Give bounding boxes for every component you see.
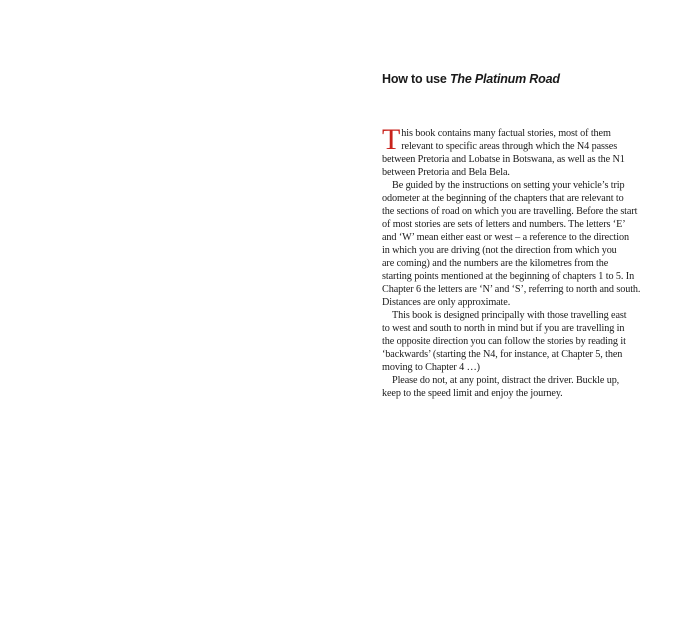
text-line: between Pretoria and Bela Bela. — [382, 167, 510, 178]
text-line: Be guided by the instructions on setting your vehicle’s trip — [392, 180, 625, 191]
text-line: moving to Chapter 4 …) — [382, 362, 480, 373]
text-line: of most stories are sets of letters and numbers. The letters ‘E’ — [382, 219, 626, 230]
text-line: the opposite direction you can follow the stories by reading it — [382, 336, 626, 347]
drop-cap: T — [382, 123, 401, 156]
text-line: odometer at the beginning of the chapters that are relevant to — [382, 193, 624, 204]
text-line: and ‘W’ mean either east or west – a reference to the direction — [382, 232, 629, 243]
text-line: starting points mentioned at the beginning of chapters 1 to 5. In — [382, 271, 635, 282]
text-line: ‘backwards’ (starting the N4, for instance, at Chapter 5, then — [382, 349, 623, 360]
paragraph-safety — [382, 374, 644, 400]
text-line: This book is designed principally with those travelling east — [392, 310, 627, 321]
text-line: in which you are driving (not the direction from which you — [382, 245, 617, 256]
text-line: are coming) and the numbers are the kilometres from the — [382, 258, 609, 269]
heading-book-title: The Platinum Road — [449, 72, 560, 86]
body-text — [382, 123, 644, 400]
text-line: relevant to specific areas through which the N4 passes — [401, 141, 618, 152]
text-line: Please do not, at any point, distract the driver. Buckle up, — [392, 375, 620, 386]
text-line: Distances are only approximate. — [382, 297, 511, 308]
text-line: to west and south to north in mind but if you are travelling in — [382, 323, 625, 334]
paragraph-odometer — [382, 179, 644, 309]
text-line: between Pretoria and Lobatse in Botswana, as well as the N1 — [382, 154, 625, 165]
heading-prefix: How to use — [382, 72, 450, 86]
paragraph-direction — [382, 309, 644, 374]
section-heading — [382, 72, 652, 86]
text-line: his book contains many factual stories, most of them — [401, 128, 611, 139]
text-line: the sections of road on which you are travelling. Before the start — [382, 206, 638, 217]
text-line: keep to the speed limit and enjoy the journey. — [382, 388, 563, 399]
paragraph-intro — [382, 123, 644, 179]
text-line: Chapter 6 the letters are ‘N’ and ‘S’, referring to north and south. — [382, 284, 641, 295]
